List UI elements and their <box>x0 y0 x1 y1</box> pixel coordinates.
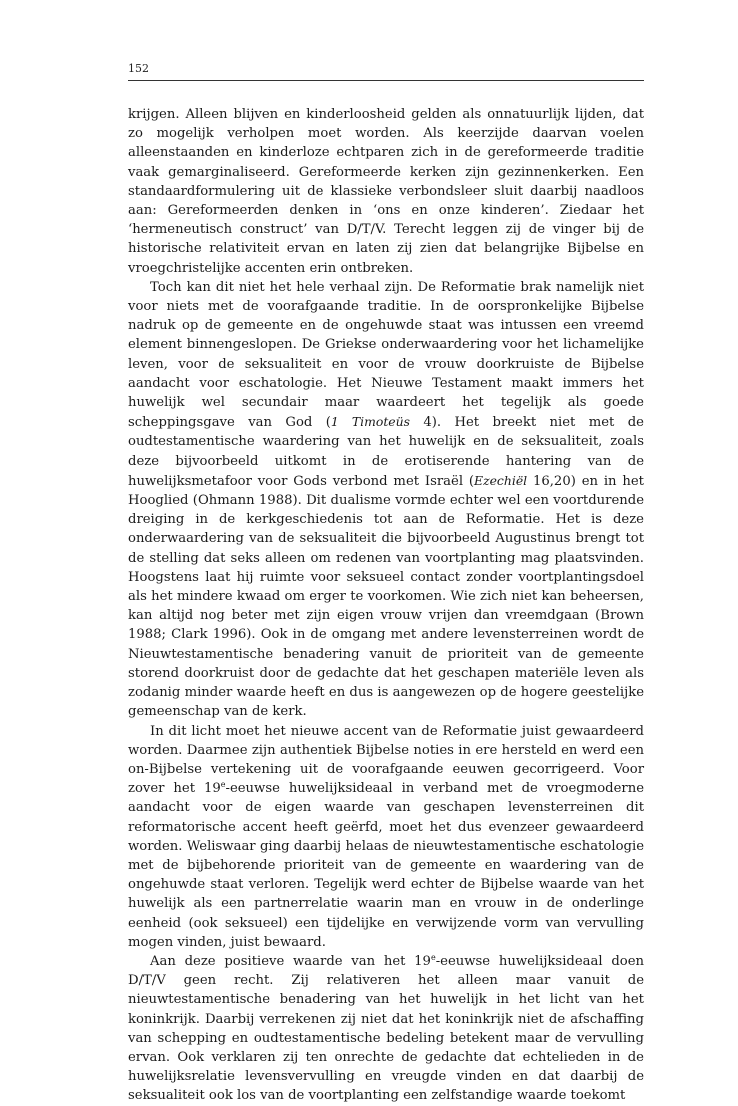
reference-timoteus: 1 Timoteüs <box>330 414 410 430</box>
paragraph-4-text-a: Aan deze positieve waarde van het 19 <box>150 953 431 969</box>
page-number: 152 <box>128 62 149 75</box>
paragraph-2-text-a: Toch kan dit niet het hele verhaal zijn. De Reformatie brak namelijk niet voor niets met de voorafgaande traditie. In de oorspronkelijke Bijbelse nadruk op de gemeente en de ongehuwde staat was intussen een vreemd element binnengeslopen. De Griekse onderwaardering voor het lichamelijke leven, voor de seksualiteit en voor de vrouw doorkruiste de Bijbelse aandacht voor eschatologie. Het Nieuwe Testament maakt immers het huwelijk wel secundair maar waardeert het tegelijk als goede scheppingsgave van God ( <box>128 279 644 431</box>
paragraph-2 <box>128 278 644 722</box>
reference-ezechiel: Ezechiël <box>474 472 528 488</box>
paragraph-3-text-a: In dit licht moet het nieuwe accent van de Reformatie juist gewaardeerd worden. Daarmee zijn authentiek Bijbelse noties in ere hersteld en werd een on-Bijbelse vertekening uit de voorafgaande eeuwen gecorrigeerd. Voor zover het 19 <box>128 723 644 797</box>
superscript-e: e <box>430 952 436 962</box>
paragraph-1-text: krijgen. Alleen blijven en kinderloosheid gelden als onnatuurlijk lijden, dat zo mogelijk verholpen moet worden. Als keerzijde daarvan voelen alleenstaanden en kinderloze echtparen zich in de gereformeerde traditie vaak gemarginaliseerd. Gereformeerde kerken zijn gezinnenkerken. Een standaardformulering uit de klassieke verbondsleer sluit daarbij naadloos aan: Gereformeerden denken in ‘ons en onze kinderen’. Ziedaar het ‘hermeneutisch construct’ van D/T/V. Terecht leggen zij de vinger bij de historische relativiteit ervan en laten zij zien dat belangrijke Bijbelse en vroegchristelijke accenten erin ontbreken. <box>128 107 644 276</box>
paragraph-3 <box>128 722 644 952</box>
superscript-e: e <box>220 780 226 790</box>
paragraph-3-text-b: -eeuwse huwelijksideaal in verband met de vroegmoderne aandacht voor de eigen waarde van geschapen levensterreinen dit reformatorische accent heeft geërfd, moet het dus evenzeer gewaardeerd worden. Weliswaar ging daarbij helaas de nieuwtestamentische eschatologie met de bijbehorende prioriteit van de gemeente en waardering van de ongehuwde staat verloren. Tegelijk werd echter de Bijbelse waarde van het huwelijk als een partnerrelatie waarin man en vrouw in de onderlinge eenheid (ook seksueel) een tijdelijke en verwijzende vorm van vervulling mogen vinden, juist bewaard. <box>128 781 644 950</box>
paragraph-4-text-b: -eeuwse huwelijksideaal doen D/T/V geen recht. Zij relativeren het alleen maar vanuit de nieuwtestamentische benadering van het huwelijk in het licht van het koninkrijk. Daarbij verrekenen zij niet dat het koninkrijk niet de afschaffing van schepping en oudtestamentische bedeling betekent maar de vervulling ervan. Ook verklaren zij ten onrechte de gedachte dat echtelieden in de huwelijksrelatie levensvervulling en vreugde vinden en dat daarbij de seksualiteit ook los van de voortplanting een zelfstandige waarde toekomt <box>128 953 645 1104</box>
paragraph-2-text-c: 16,20) en in het Hooglied (Ohmann 1988). Dit dualisme vormde echter wel een voortdurende dreiging in de kerkgeschiedenis tot aan de Reformatie. Het is deze onderwaardering van de seksualiteit die bijvoorbeeld Augustinus brengt tot de stelling dat seks alleen om redenen van voortplanting mag plaatsvinden. Hoogstens laat hij ruimte voor seksueel contact zonder voortplantingsdoel als het mindere kwaad om erger te voorkomen. Wie zich niet kan beheersen, kan altijd nog beter met zijn eigen vrouw vrijen dan vreemdgaan (Brown 1988; Clark 1996). Ook in de omgang met andere levensterreinen wordt de Nieuwtestamentische benadering vanuit de prioriteit van de gemeente storend doorkruist door de gedachte dat het geschapen materiële leven als zodanig minder waarde heeft en dus is aangewezen op de hogere geestelijke gemeenschap van de kerk. <box>128 473 644 720</box>
paragraph-2-text-b: 4). Het breekt niet met de oudtestamentische waardering van het huwelijk en de seksualiteit, zoals deze bijvoorbeeld uitkomt in de erotiserende hantering van de huwelijksmetafoor voor Gods verbond met Israël ( <box>128 415 644 489</box>
header-rule <box>128 80 644 81</box>
paragraph-4 <box>128 952 644 1106</box>
paragraph-1 <box>128 105 644 278</box>
body-text <box>128 105 644 1106</box>
